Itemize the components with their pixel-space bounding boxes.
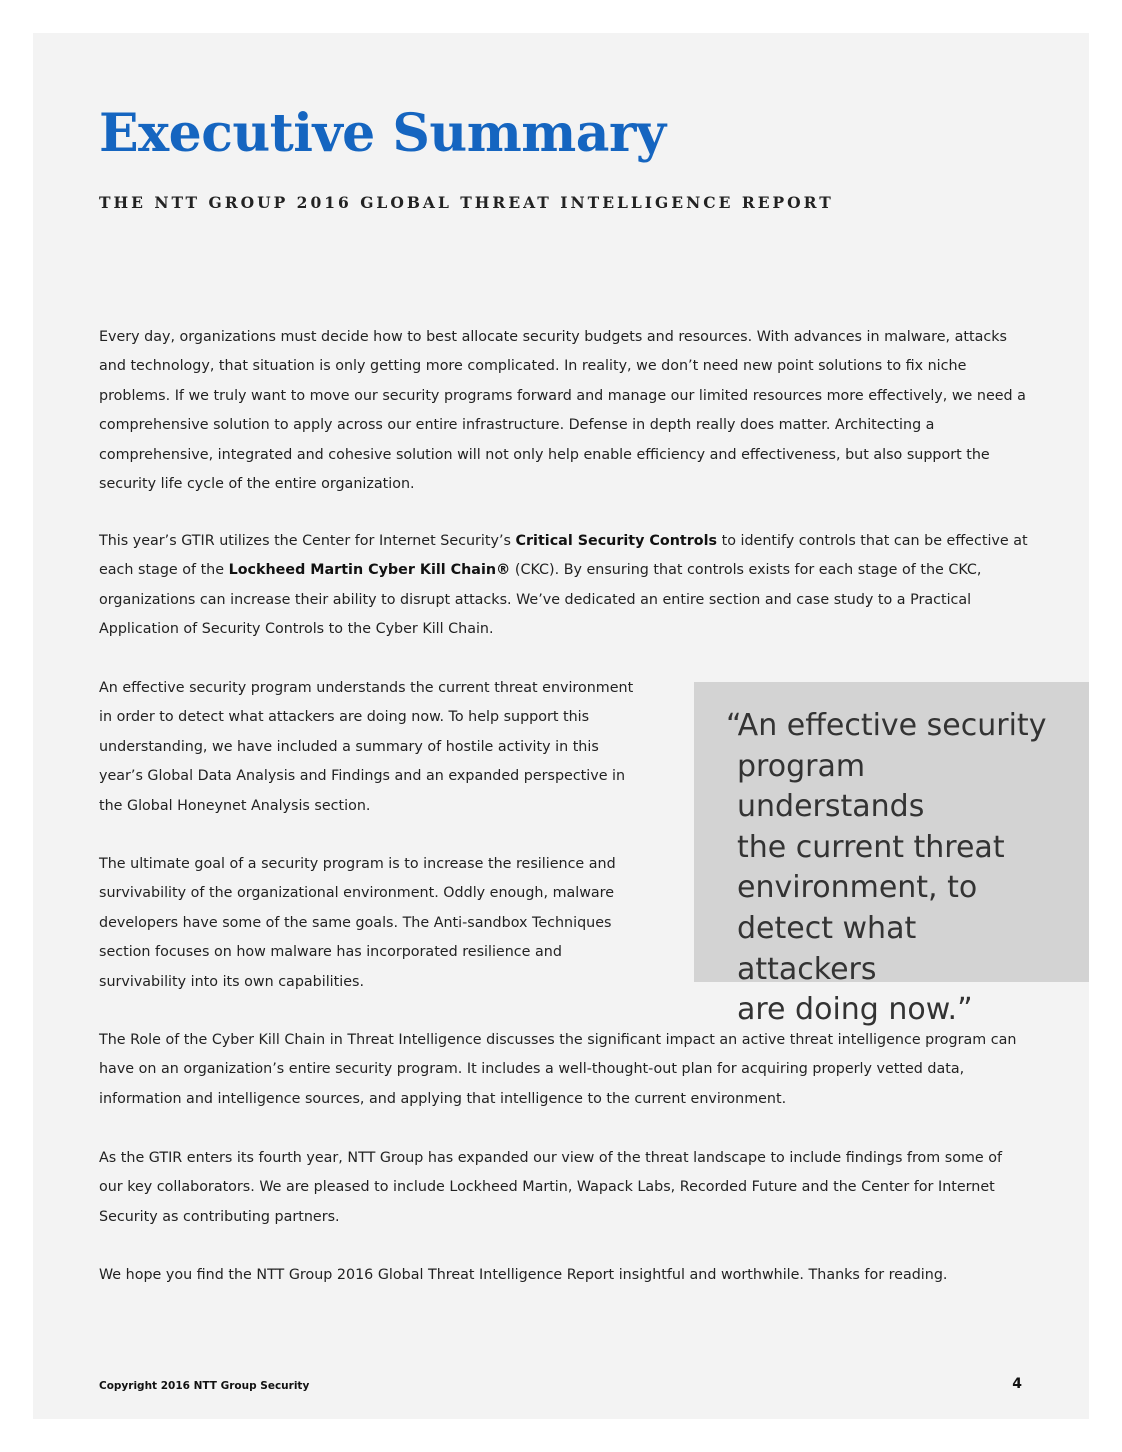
- paragraph-controls-text-3: (CKC). By ensuring that controls exists for each stage of the CKC, organizations can increase their ability to disrupt attacks. We’ve dedicated an entire section and case study to a Practical Application of Security Controls to the Cyber Kill Chain.: [99, 562, 982, 638]
- pull-quote-line: “An effective security: [726, 708, 1047, 743]
- paragraph-closing: We hope you find the NTT Group 2016 Global Threat Intelligence Report insightful and worthwhile. Thanks for reading.: [99, 1267, 948, 1283]
- cyber-kill-chain-term: Lockheed Martin Cyber Kill Chain®: [228, 562, 511, 579]
- pull-quote-box: [694, 682, 1089, 1028]
- paragraph-ultimate-goal: The ultimate goal of a security program is to increase the resilience and survivability of the organizational environment. Oddly enough, malware developers have some of the same goals. The Anti-sandbox Techniques section focuses on how malware has incorporated resilience and survivability into its own capabilities.: [99, 856, 616, 990]
- paragraph-threat-environment: An effective security program understands the current threat environment in order to detect what attackers are doing now. To help support this understanding, we have included a summary of hostile activity in this year’s Global Data Analysis and Findings and an expanded perspective in the Global Honeynet Analysis section.: [99, 680, 634, 814]
- pull-quote-line: detect what attackers: [737, 910, 917, 987]
- paragraph-controls: [99, 527, 1029, 645]
- critical-security-controls-term: Critical Security Controls: [515, 533, 718, 549]
- pull-quote-line: program understands: [737, 748, 925, 825]
- paragraph-controls-text-1: This year’s GTIR utilizes the Center for Internet Security’s: [99, 533, 516, 549]
- pull-quote: [726, 706, 1056, 1031]
- pull-quote-line: are doing now.”: [737, 992, 973, 1028]
- document-page: [33, 33, 1089, 1419]
- paragraph-partners: As the GTIR enters its fourth year, NTT Group has expanded our view of the threat landscape to include findings from some of our key collaborators. We are pleased to include Lockheed Martin, Wapack Labs, Recorded Future and the Center for Internet Security as contributing partners.: [99, 1150, 1002, 1225]
- pull-quote-line: environment, to: [737, 870, 978, 906]
- pull-quote-line: the current threat: [737, 829, 1005, 865]
- page-title: Executive Summary: [99, 103, 666, 164]
- page-number: 4: [1012, 1376, 1022, 1392]
- copyright-notice: Copyright 2016 NTT Group Security: [99, 1380, 310, 1392]
- paragraph-controls-text-2: to identify controls that can be effective at each stage of the: [99, 533, 1028, 579]
- paragraph-kill-chain-role: The Role of the Cyber Kill Chain in Threat Intelligence discusses the significant impact an active threat intelligence program can have on an organization’s entire security program. It includes a well-thought-out plan for acquiring properly vetted data, information and intelligence sources, and applying that intelligence to the current environment.: [99, 1032, 1017, 1107]
- paragraph-intro: Every day, organizations must decide how to best allocate security budgets and resources. With advances in malware, attacks and technology, that situation is only getting more complicated. In reality, we don’t need new point solutions to fix niche problems. If we truly want to move our security programs forward and manage our limited resources more effectively, we need a comprehensive solution to apply across our entire infrastructure. Defense in depth really does matter. Architecting a comprehensive, integrated and cohesive solution will not only help enable efficiency and effectiveness, but also support the security life cycle of the entire organization.: [99, 329, 1026, 493]
- report-subtitle: THE NTT GROUP 2016 GLOBAL THREAT INTELLIGENCE REPORT: [99, 193, 834, 212]
